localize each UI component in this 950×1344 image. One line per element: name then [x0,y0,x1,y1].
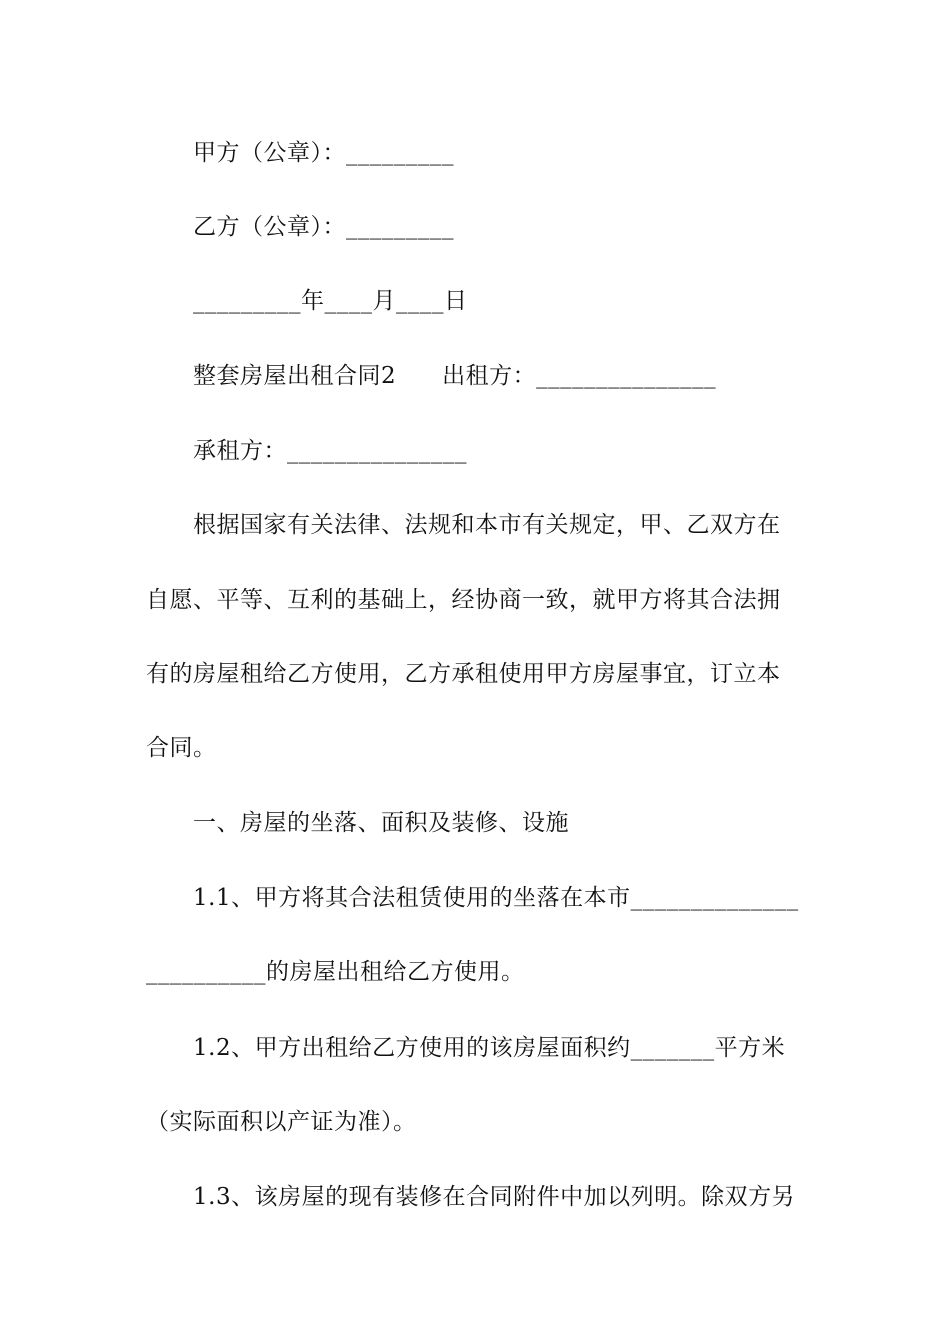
lessee-line: 承租方：_______________ [193,438,467,464]
lessor-label: 出租方：_______________ [442,363,717,389]
clause-1-1-line-1: 1.1、甲方将其合法租赁使用的坐落在本市______________ [193,885,799,911]
party-b-seal-line: 乙方（公章）：_________ [193,214,454,240]
preamble-line-4: 合同。 [146,735,217,761]
date-line: _________年____月____日 [193,288,468,314]
preamble-line-3: 有的房屋租给乙方使用，乙方承租使用甲方房屋事宜，订立本 [146,661,781,687]
contract-title: 整套房屋出租合同2 [193,363,397,389]
party-a-seal-line: 甲方（公章）：_________ [193,140,454,166]
preamble-line-1: 根据国家有关法律、法规和本市有关规定，甲、乙双方在 [193,512,781,538]
clause-1-1-line-2: __________的房屋出租给乙方使用。 [146,959,525,985]
preamble-line-2: 自愿、平等、互利的基础上，经协商一致，就甲方将其合法拥 [146,587,781,613]
title-lessor-line [193,361,716,391]
clause-1-2-line-2: （实际面积以产证为准）。 [146,1109,417,1135]
clause-1-3-line-1: 1.3、该房屋的现有装修在合同附件中加以列明。除双方另 [193,1184,796,1210]
clause-1-2-line-1: 1.2、甲方出租给乙方使用的该房屋面积约_______平方米 [193,1035,786,1061]
section-1-heading: 一、房屋的坐落、面积及装修、设施 [193,810,569,836]
